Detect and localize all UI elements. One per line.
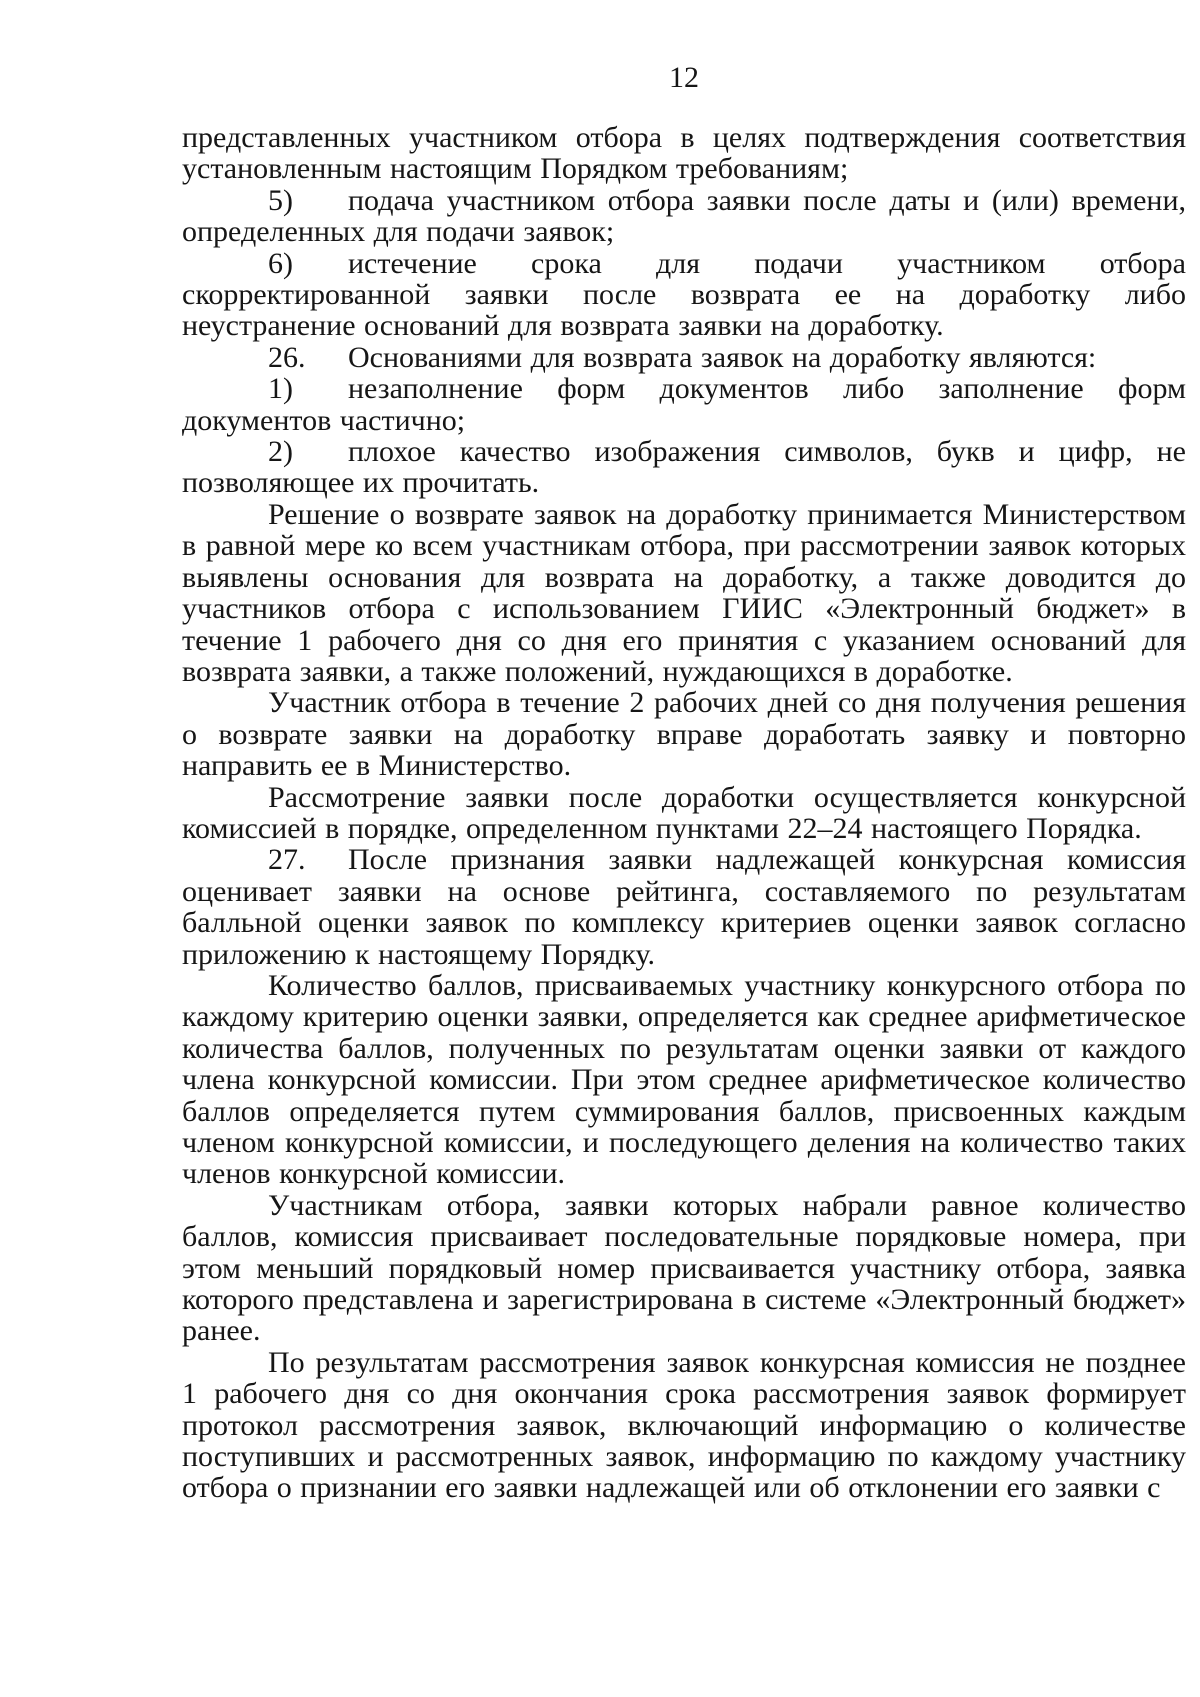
paragraph-text: незаполнение форм документов либо заполнение форм документов частично; [182, 372, 1186, 437]
paragraph [182, 185, 1186, 248]
paragraph-number: 5) [268, 183, 293, 217]
paragraph-text: Количество баллов, присваиваемых участнику конкурсного отбора по каждому критерию оценки заявки, определяется как среднее арифметическое количества баллов, полученных по результатам оценки заявки от каждого члена конкурсной комиссии. При этом среднее арифметическое количество баллов определяется путем суммирования баллов, присвоенных каждым членом конкурсной комиссии, и последующего деления на количество таких членов конкурсной комиссии. [182, 968, 1186, 1191]
paragraph-text: Основаниями для возврата заявок на доработку являются: [348, 340, 1097, 374]
paragraph-number: 1) [268, 372, 293, 406]
paragraph [182, 499, 1186, 687]
paragraph-number: 27. [268, 843, 306, 877]
paragraph-text: Рассмотрение заявки после доработки осуществляется конкурсной комиссией в порядке, определенном пунктами 22–24 настоящего Порядка. [182, 780, 1186, 845]
document-body [182, 122, 1186, 1504]
paragraph-text: подача участником отбора заявки после даты и (или) времени, определенных для подачи заявок; [182, 183, 1186, 249]
paragraph-text: Решение о возврате заявок на доработку принимается Министерством в равной мере ко всем участникам отбора, при рассмотрении заявок которых выявлены основания для возврата на доработку, а также доводится до участников отбора с использованием ГИИС «Электронный бюджет» в течение 1 рабочего дня со дня его принятия с указанием оснований для возврата заявки, а также положений, нуждающихся в доработке. [182, 497, 1186, 688]
paragraph-text: истечение срока для подачи участником отбора скорректированной заявки после возврата ее на доработку либо неустранение оснований для возврата заявки на доработку. [182, 246, 1186, 343]
paragraph-text: плохое качество изображения символов, букв и цифр, не позволяющее их прочитать. [182, 435, 1186, 500]
paragraph [182, 970, 1186, 1190]
paragraph [182, 436, 1186, 499]
paragraph-number: 6) [268, 246, 293, 280]
paragraph [182, 844, 1186, 970]
paragraph [182, 782, 1186, 845]
paragraph [182, 373, 1186, 436]
paragraph-text: После признания заявки надлежащей конкурсная комиссия оценивает заявки на основе рейтинга, составляемого по результатам балльной оценки заявок по комплексу критериев оценки заявок согласно приложению к настоящему Порядку. [182, 843, 1186, 971]
paragraph [182, 248, 1186, 342]
paragraph-text: представленных участником отбора в целях подтверждения соответствия установленным настоящим Порядком требованиям; [182, 121, 1186, 186]
page-number: 12 [669, 61, 699, 94]
paragraph [182, 687, 1186, 781]
paragraph-number: 2) [268, 435, 293, 469]
paragraph-text: Участникам отбора, заявки которых набрали равное количество баллов, комиссия присваивает последовательные порядковые номера, при этом меньший порядковый номер присваивается участнику отбора, заявка которого представлена и зарегистрирована в системе «Электронный бюджет» ранее. [182, 1188, 1186, 1348]
paragraph [182, 1190, 1186, 1347]
paragraph [182, 342, 1186, 373]
paragraph-text: По результатам рассмотрения заявок конкурсная комиссия не позднее 1 рабочего дня со дня окончания срока рассмотрения заявок формирует протокол рассмотрения заявок, включающий информацию о количестве поступивших и рассмотренных заявок, информацию по каждому участнику отбора о признании его заявки надлежащей или об отклонении его заявки с [182, 1345, 1186, 1505]
paragraph [182, 122, 1186, 185]
page-content [182, 62, 1186, 1504]
paragraph [182, 1347, 1186, 1504]
paragraph-text: Участник отбора в течение 2 рабочих дней со дня получения решения о возврате заявки на доработку вправе доработать заявку и повторно направить ее в Министерство. [182, 686, 1186, 783]
paragraph-number: 26. [268, 340, 306, 374]
